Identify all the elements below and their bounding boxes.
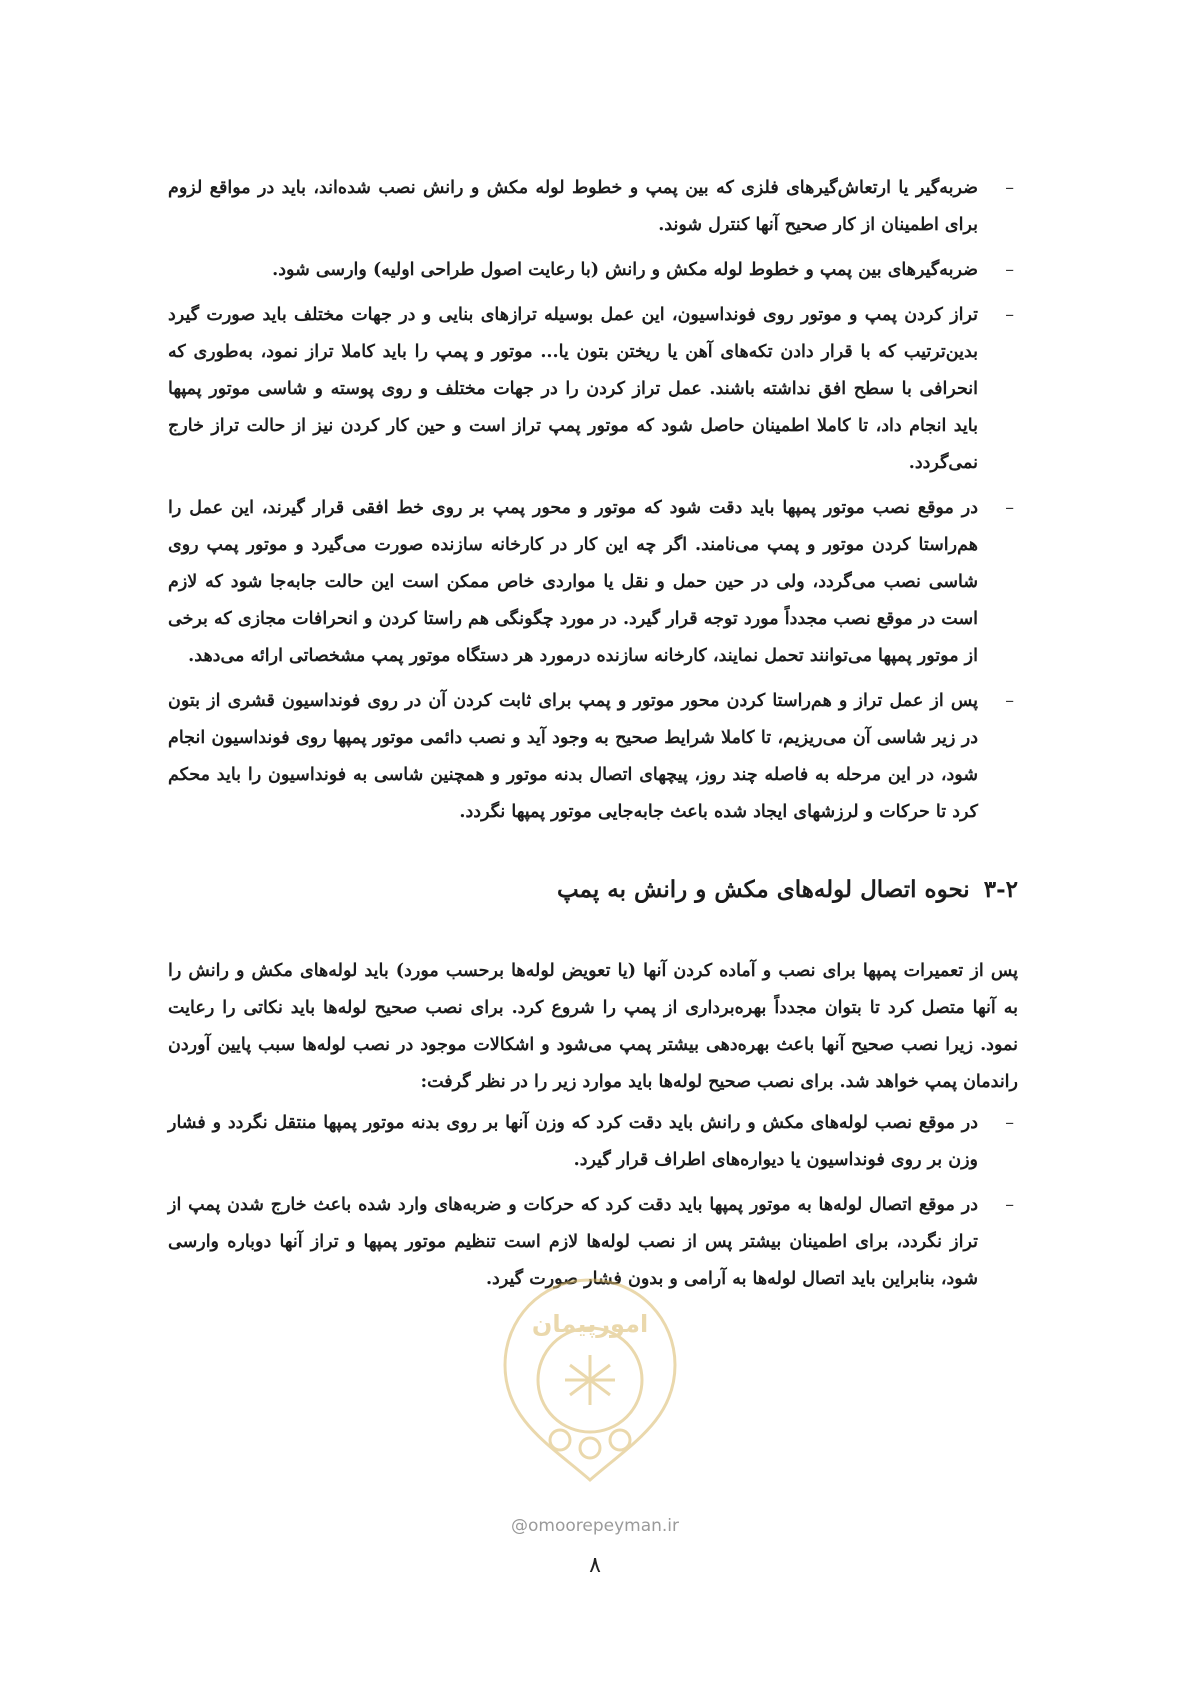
list-item — [168, 683, 1018, 831]
watermark-url: @omoorepeyman.ir — [510, 1516, 680, 1536]
bullet-dash: – — [1005, 305, 1014, 325]
list-item-text: در موقع نصب موتور پمپها باید دقت شود که موتور و محور پمپ بر روی خط افقی قرار گیرند، این عمل را هم‌راستا کردن موتور و پمپ می‌نامند. اگر چه این کار در کارخانه سازنده صورت می‌گیرد و موتور پمپ روی شاسی نصب می‌گردد، ولی در حین حمل و نقل یا مواردی خاص ممکن است این حالت جابه‌جا شود که لازم است در موقع نصب مجدداً مورد توجه قرار گیرد. در مورد چگونگی هم راستا کردن و انحرافات مجازی که برخی از موتور پمپها می‌توانند تحمل نمایند، کارخانه سازنده درمورد هر دستگاه موتور پمپ مشخصاتی ارائه می‌دهد. — [168, 498, 978, 666]
list-item — [168, 1105, 1018, 1179]
list-item — [168, 1187, 1018, 1298]
bullet-list-bottom — [168, 1105, 1018, 1298]
body-paragraph: پس از تعمیرات پمپها برای نصب و آماده کردن آنها (یا تعویض لوله‌ها برحسب مورد) باید لوله‌های مکش و رانش را به آنها متصل کرد تا بتوان مجدداً بهره‌برداری از پمپ را شروع کرد. برای نصب صحیح لوله‌ها باید نکاتی را رعایت نمود. زیرا نصب صحیح آنها باعث بهره‌دهی بیشتر پمپ می‌شود و اشکالات موجود در نصب لوله‌ها سبب پایین آوردن راندمان پمپ خواهد شد. برای نصب صحیح لوله‌ها باید موارد زیر را در نظر گرفت: — [168, 961, 1018, 1092]
section-heading — [168, 873, 1018, 907]
page-content — [168, 170, 1018, 1306]
bullet-list-top — [168, 170, 1018, 831]
bullet-dash: – — [1005, 1195, 1014, 1215]
list-item — [168, 297, 1018, 482]
list-item — [168, 170, 1018, 244]
section-number: ۳-۲ — [983, 876, 1018, 903]
list-item-text: پس از عمل تراز و هم‌راستا کردن محور موتور و پمپ برای ثابت کردن آن در روی فونداسیون قشری از بتون در زیر شاسی آن می‌ریزیم، تا کاملا شرایط صحیح به وجود آید و نصب دائمی موتور پمپها روی فونداسیون انجام شود، در این مرحله به فاصله چند روز، پیچهای اتصال بدنه موتور و همچنین شاسی به فونداسیون را باید محکم کرد تا حرکات و لرزشهای ایجاد شده باعث جابه‌جایی موتور پمپها نگردد. — [168, 691, 978, 822]
bullet-dash: – — [1005, 691, 1014, 711]
list-item-text: تراز کردن پمپ و موتور روی فونداسیون، این عمل بوسیله ترازهای بنایی و در جهات مختلف باید صورت گیرد بدین‌ترتیب که با قرار دادن تکه‌های آهن یا ریختن بتون یا... موتور و پمپ را باید کاملا تراز نمود، به‌طوری که انحرافی با سطح افق نداشته باشند. عمل تراز کردن را در جهات مختلف و روی پوسته و شاسی موتور پمپها باید انجام داد، تا کاملا اطمینان حاصل شود که موتور پمپ تراز است و حین کار کردن نیز از حالت تراز خارج نمی‌گردد. — [168, 305, 978, 473]
bullet-dash: – — [1005, 178, 1014, 198]
bullet-dash: – — [1005, 498, 1014, 518]
list-item-text: در موقع اتصال لوله‌ها به موتور پمپها باید دقت کرد که حرکات و ضربه‌های وارد شده باعث خارج شدن پمپ از تراز نگردد، برای اطمینان بیشتر پس از نصب لوله‌ها لازم است تنظیم موتور پمپها و تراز آنها دوباره وارسی شود، بنابراین باید اتصال لوله‌ها به آرامی و بدون فشار صورت گیرد. — [168, 1195, 978, 1289]
bullet-dash: – — [1005, 1113, 1014, 1133]
list-item — [168, 252, 1018, 289]
list-item — [168, 490, 1018, 675]
section-title: نحوه اتصال لوله‌های مکش و رانش به پمپ — [556, 876, 970, 903]
list-item-text: در موقع نصب لوله‌های مکش و رانش باید دقت کرد که وزن آنها بر روی بدنه موتور پمپها منتقل نگردد و فشار وزن بر روی فونداسیون یا دیواره‌های اطراف قرار گیرد. — [168, 1113, 978, 1170]
bullet-dash: – — [1005, 260, 1014, 280]
list-item-text: ضربه‌گیر یا ارتعاش‌گیرهای فلزی که بین پمپ و خطوط لوله مکش و رانش نصب شده‌اند، باید در مواقع لزوم برای اطمینان از کار صحیح آنها کنترل شوند. — [168, 178, 978, 235]
list-item-text: ضربه‌گیرهای بین پمپ و خطوط لوله مکش و رانش (با رعایت اصول طراحی اولیه) وارسی شود. — [272, 260, 978, 280]
page-number: ۸ — [589, 1553, 601, 1578]
svg-text:امورپیمان: امورپیمان — [531, 1310, 649, 1338]
